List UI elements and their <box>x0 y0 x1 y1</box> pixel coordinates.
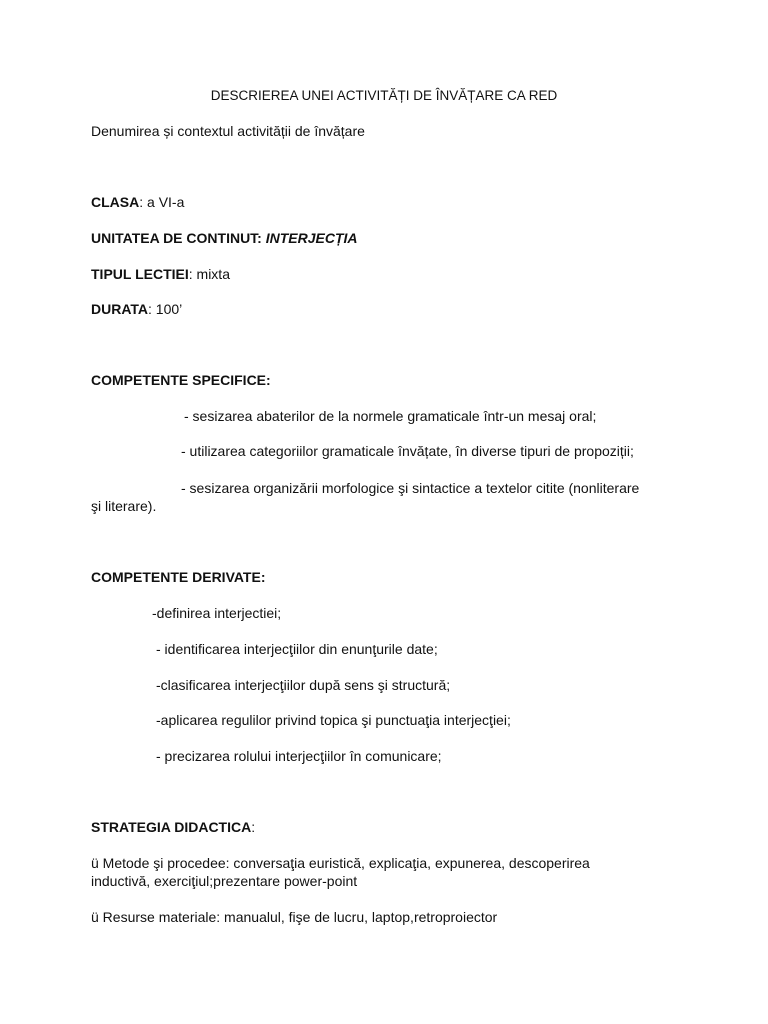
document-title: DESCRIEREA UNEI ACTIVITĂȚI DE ÎNVĂȚARE CA RED <box>210 88 558 103</box>
clasa-label: CLASA <box>91 194 140 210</box>
competenta-specifica-2: - utilizarea categoriilor gramaticale învățate, în diverse tipuri de propoziții; <box>181 443 634 459</box>
strategia-heading-suffix: : <box>251 819 256 835</box>
resurse-line: ü Resurse materiale: manualul, fişe de lucru, laptop,retroproiector <box>91 909 498 925</box>
metode-line-1: ü Metode şi procedee: conversaţia euristică, explicaţia, expunerea, descoperirea <box>91 855 590 871</box>
strategia-line <box>91 818 255 836</box>
clasa-line <box>91 193 184 211</box>
durata-label: DURATA <box>91 301 149 317</box>
competenta-specifica-3-continuation: şi literare). <box>91 498 157 514</box>
competenta-specifica-3: - sesizarea organizării morfologice şi sintactice a textelor citite (nonliterare <box>181 480 640 496</box>
tipul-line <box>91 265 230 283</box>
tipul-value: : mixta <box>188 266 230 282</box>
competente-derivate-heading: COMPETENTE DERIVATE: <box>91 569 266 585</box>
strategia-heading: STRATEGIA DIDACTICA <box>91 819 252 835</box>
durata-line <box>91 300 182 318</box>
competenta-derivata-3: -clasificarea interjecţiilor după sens şi structură; <box>156 677 451 693</box>
unitatea-line <box>91 229 358 247</box>
competente-specifice-heading: COMPETENTE SPECIFICE: <box>91 372 271 388</box>
metode-line-2: inductivă, exerciţiul;prezentare power-point <box>91 873 358 889</box>
tipul-label: TIPUL LECTIEI <box>91 266 189 282</box>
document-subtitle: Denumirea și contextul activității de învățare <box>91 123 365 139</box>
competenta-derivata-1: -definirea interjectiei; <box>152 605 282 621</box>
durata-value: : 100’ <box>148 301 183 317</box>
competenta-derivata-2: - identificarea interjecţiilor din enunţurile date; <box>156 641 438 657</box>
unitatea-label: UNITATEA DE CONTINUT: <box>91 230 262 246</box>
competenta-derivata-4: -aplicarea regulilor privind topica şi punctuaţia interjecţiei; <box>156 712 511 728</box>
unitatea-value: INTERJECȚIA <box>265 230 358 246</box>
competenta-derivata-5: - precizarea rolului interjecţiilor în comunicare; <box>156 748 442 764</box>
clasa-value: : a VI-a <box>139 194 185 210</box>
competenta-specifica-1: - sesizarea abaterilor de la normele gramaticale într-un mesaj oral; <box>184 408 597 424</box>
